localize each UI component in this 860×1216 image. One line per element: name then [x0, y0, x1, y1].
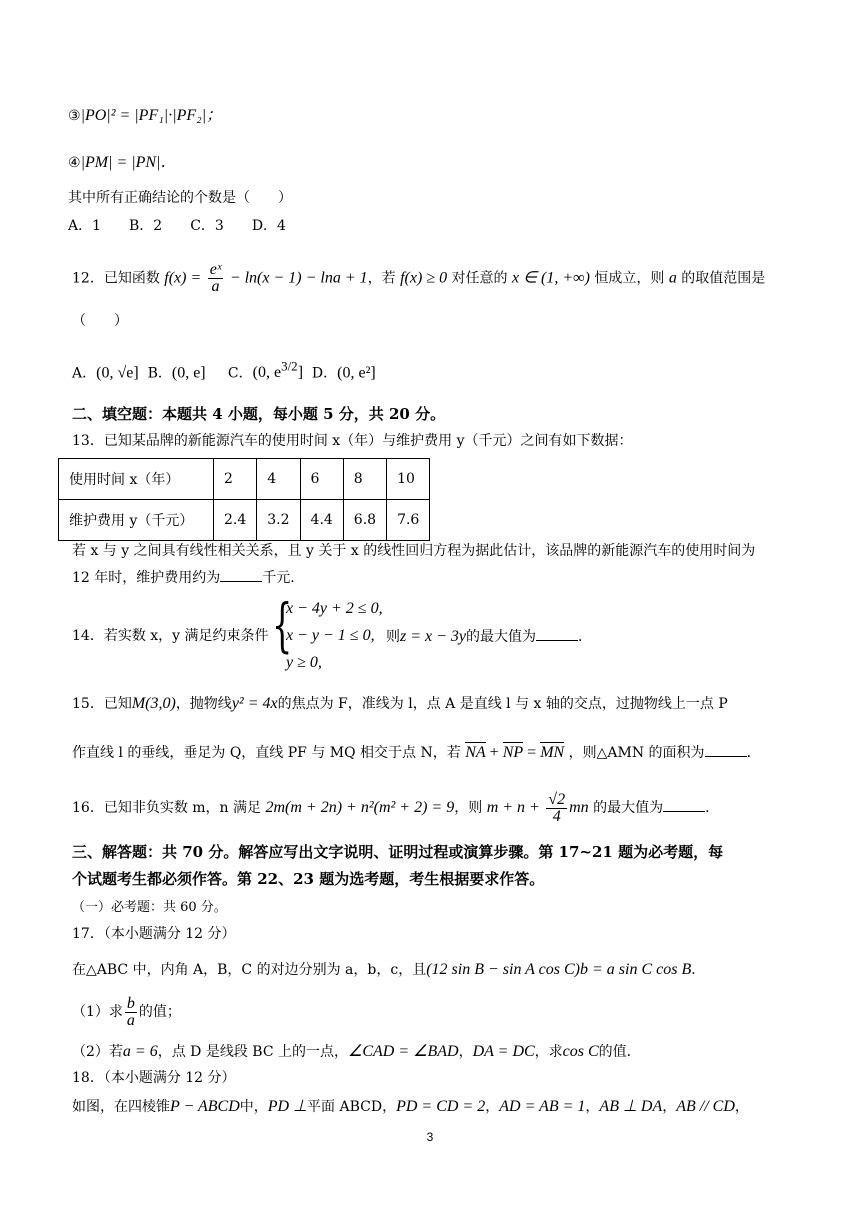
table-cell: 使用时间 x（年） [59, 459, 214, 500]
table-cell: 6.8 [343, 500, 386, 541]
q17-part1: （1）求 $\frac{b}{a}$ 的值； [72, 994, 181, 1029]
q13-stem: 13．已知某品牌的新能源汽车的使用时间 x（年）与维护费用 y（千元）之间有如下数据： [72, 433, 633, 449]
q18-title: 18．（本小题满分 12 分） [72, 1070, 236, 1086]
q12-option-c: (0, $e^{3/2}$] [252, 359, 304, 382]
q17-title: 17．（本小题满分 12 分） [72, 926, 236, 942]
q11-item-3: ③|PO|² = |PF₁|·|PF₂|； [68, 107, 223, 124]
q12-paren: （ ） [72, 313, 128, 329]
q12-options: A．(0, √e] B．(0, e] C．(0, $e^{3/2}$] D．(0, e²] [72, 359, 376, 382]
q18-stem: 如图，在四棱锥P − ABCD中，PD ⊥平面 ABCD，PD = CD = 2，AD = AB = 1，AB ⊥ DA，AB // CD， [72, 1098, 749, 1115]
section3-subheading: （一）必考题：共 60 分。 [72, 900, 227, 915]
q16-stem: 16．已知非负实数 m，n 满足 2m(m + 2n) + n²(m² + 2) = 9，则 m + n + $\frac{√2}{4}$ mn 的最大值为 ． [72, 790, 720, 825]
q13-data-table [58, 458, 430, 541]
q12-fraction: $\frac{\text{eˣ}}{a}$ [209, 261, 222, 295]
q17-part2: （2）若a = 6，点 D 是线段 BC 上的一点，∠CAD = ∠BAD，DA = DC，求cos C的值． [72, 1043, 641, 1060]
table-row [59, 500, 430, 541]
table-cell: 4.4 [300, 500, 343, 541]
table-cell: 维护费用 y（千元） [59, 500, 214, 541]
page-number: 3 [426, 1130, 434, 1144]
q13-after-line1: 若 x 与 y 之间具有线性相关关系，且 y 关于 x 的线性回归方程为据此估计，该品牌的新能源汽车的使用时间为 [72, 543, 756, 559]
table-cell: 4 [257, 459, 300, 500]
answer-blank[interactable] [705, 742, 747, 757]
q14-constraint-2: x − y − 1 ≤ 0, [286, 627, 375, 644]
q13-after-line2: 12 年时，维护费用约为 千元． [72, 567, 304, 588]
q12-option-b: (0, e] [171, 364, 206, 382]
table-cell: 2 [214, 459, 257, 500]
q11-question: 其中所有正确结论的个数是（ ） [68, 190, 292, 206]
q15-line1: 15．已知M(3,0)，抛物线y² = 4x的焦点为 F，准线为 l，点 A 是直线 l 与 x 轴的交点，过抛物线上一点 P [72, 695, 728, 712]
q14-suffix: 则z = x − 3y的最大值为 ． [386, 628, 593, 645]
q12-option-a: (0, √e] [96, 364, 139, 382]
q11-options: A．1 B．2 C．3 D．4 [68, 218, 286, 234]
section2-heading: 二、填空题：本题共 4 小题，每小题 5 分，共 20 分。 [72, 405, 446, 423]
q12-stem: 12．已知函数 f(x) = $\frac{\text{eˣ}}{a}$ − ln(x − 1) − lna + 1，若 f(x) ≥ 0 对任意的 x ∈ (1, +∞) 恒成立，则 a 的取值范围是 [72, 261, 766, 295]
answer-blank[interactable] [536, 626, 578, 641]
q14-prefix: 14．若实数 x，y 满足约束条件 [72, 628, 269, 644]
answer-blank[interactable] [663, 797, 705, 812]
left-brace: { [272, 591, 293, 659]
table-cell: 8 [343, 459, 386, 500]
table-row [59, 459, 430, 500]
q14-constraint-1: x − 4y + 2 ≤ 0, [286, 600, 383, 617]
q11-item-4: ④|PM| = |PN|． [68, 154, 177, 171]
q14-constraint-3: y ≥ 0, [286, 654, 322, 671]
q15-line2: 作直线 l 的垂线，垂足为 Q，直线 PF 与 MQ 相交于点 N，若 NA + NP = MN ，则△AMN 的面积为 ． [72, 744, 761, 761]
table-cell: 3.2 [257, 500, 300, 541]
table-cell: 6 [300, 459, 343, 500]
q12-option-d: (0, e²] [337, 364, 376, 382]
q16-fraction: $\frac{√2}{4}$ [548, 790, 566, 825]
table-cell: 7.6 [387, 500, 430, 541]
section3-heading-line2: 个试题考生都必须作答。第 22、23 题为选考题，考生根据要求作答。 [72, 870, 545, 888]
q17-stem: 在△ABC 中，内角 A，B，C 的对边分别为 a，b，c，且(12 sin B − sin A cos C)b = a sin C cos B． [72, 961, 706, 978]
answer-blank[interactable] [220, 567, 262, 582]
section3-heading-line1: 三、解答题：共 70 分。解答应写出文字说明、证明过程或演算步骤。第 17~21 题为必考题，每 [72, 843, 724, 861]
table-cell: 2.4 [214, 500, 257, 541]
table-cell: 10 [387, 459, 430, 500]
